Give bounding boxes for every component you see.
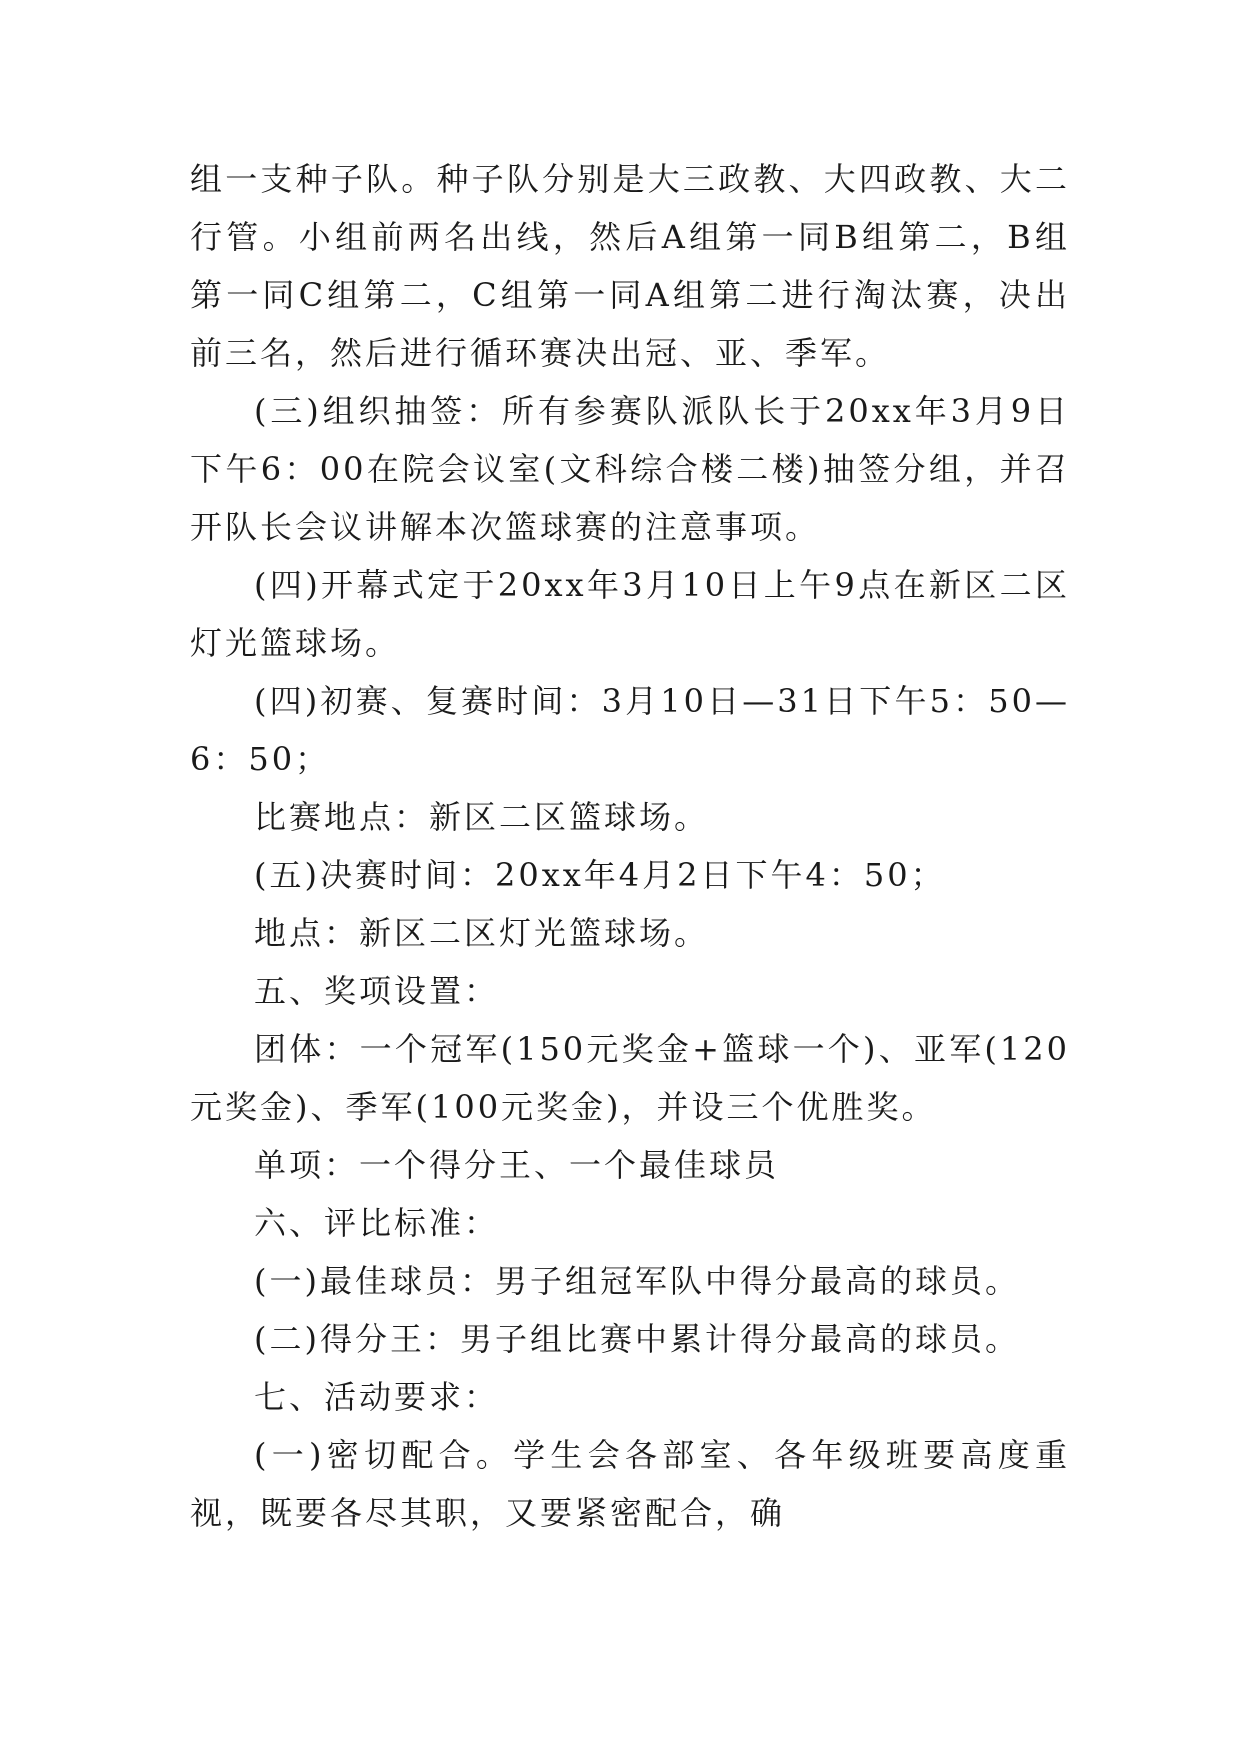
heading-criteria: 六、评比标准： [254, 1204, 500, 1242]
paragraph-draw: (三)组织抽签：所有参赛队派队长于20xx年3月9日下午6：00在院会议室(文科综合楼二楼)抽签分组，并召开队长会议讲解本次篮球赛的注意事项。 [190, 392, 1070, 546]
paragraph-best-player: (一)最佳球员：男子组冠军队中得分最高的球员。 [254, 1262, 1020, 1300]
paragraph-team-awards: 团体：一个冠军(150元奖金+篮球一个)、亚军(120元奖金)、季军(100元奖金)，并设三个优胜奖。 [190, 1030, 1070, 1126]
paragraph-seeded-teams: 组一支种子队。种子队分别是大三政教、大四政教、大二行管。小组前两名出线，然后A组第一同B组第二，B组第一同C组第二，C组第一同A组第二进行淘汰赛，决出前三名，然后进行循环赛决出冠、亚、季军。 [190, 160, 1070, 372]
heading-requirements: 七、活动要求： [254, 1378, 500, 1416]
paragraph-match-location: 比赛地点：新区二区篮球场。 [254, 798, 710, 836]
paragraph-cooperation: (一)密切配合。学生会各部室、各年级班要高度重视，既要各尽其职，又要紧密配合，确 [190, 1436, 1070, 1532]
paragraph-final-location: 地点：新区二区灯光篮球场。 [254, 914, 710, 952]
paragraph-opening-ceremony: (四)开幕式定于20xx年3月10日上午9点在新区二区灯光篮球场。 [190, 566, 1070, 662]
paragraph-preliminary-time: (四)初赛、复赛时间：3月10日—31日下午5：50—6：50； [190, 682, 1070, 778]
paragraph-final-time: (五)决赛时间：20xx年4月2日下午4：50； [254, 856, 946, 894]
heading-awards: 五、奖项设置： [254, 972, 500, 1010]
paragraph-individual-awards: 单项：一个得分王、一个最佳球员 [254, 1146, 780, 1184]
document-body [190, 150, 1070, 1542]
paragraph-top-scorer: (二)得分王：男子组比赛中累计得分最高的球员。 [254, 1320, 1020, 1358]
